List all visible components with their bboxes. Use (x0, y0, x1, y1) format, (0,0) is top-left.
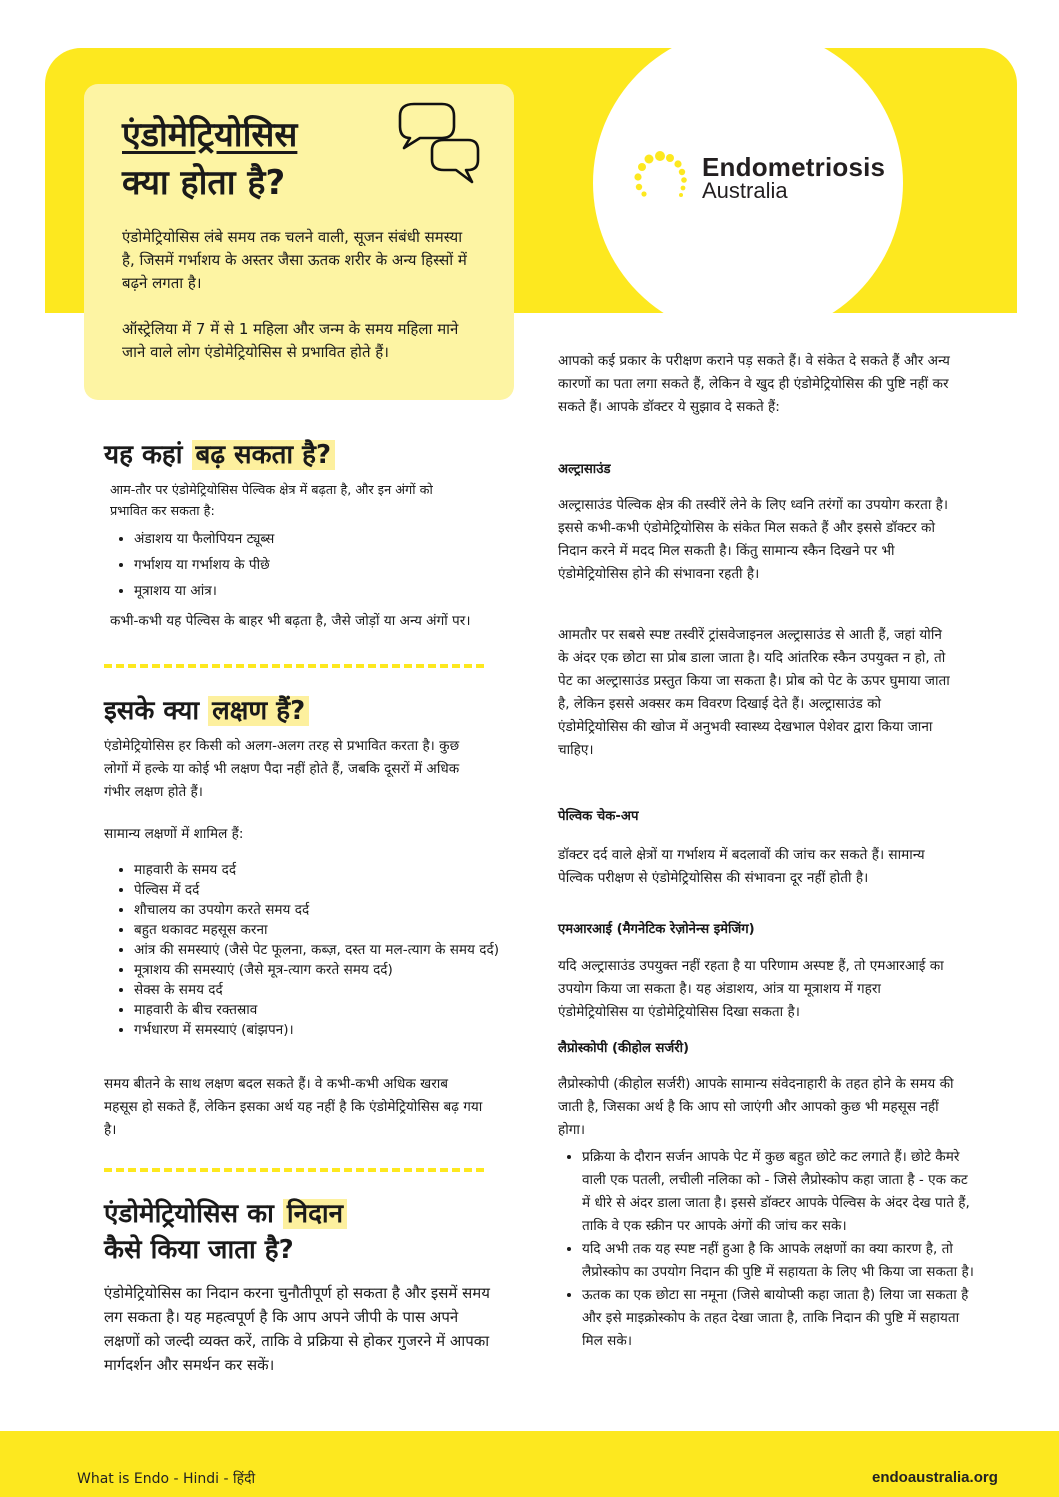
laparoscopy-paragraph: लैप्रोस्कोपी (कीहोल सर्जरी) आपके सामान्य संवेदनाहारी के तहत होने के समय की जाती है, जिसका अर्थ है कि आप सो जाएंगी और आपको कुछ भी महसूस नहीं होगा। (558, 1076, 954, 1138)
list-item: • आंत्र की समस्याएं (जैसे पेट फूलना, कब्ज़, दस्त या मल-त्याग के समय दर्द) (134, 940, 524, 960)
speech-bubbles-icon (392, 96, 484, 188)
ultrasound-paragraph-1: अल्ट्रासाउंड पेल्विक क्षेत्र की तस्वीरें लेने के लिए ध्वनि तरंगों का उपयोग करता है। इससे कभी-कभी एंडोमेट्रियोसिस के संकेत मिल सकते हैं और इससे डॉक्टर को निदान करने में मदद मिल सकती है। किंतु सामान्य स्कैन दिखने पर भी एंडोमेट्रियोसिस होने की संभावना रहती है। (558, 497, 949, 582)
laparoscopy-heading: लैप्रोस्कोपी (कीहोल सर्जरी) (558, 1041, 690, 1056)
pelvic-checkup-heading: पेल्विक चेक-अप (558, 809, 639, 824)
where-note: कभी-कभी यह पेल्विस के बाहर भी बढ़ता है, जैसे जोड़ों या अन्य अंगों पर। (110, 613, 471, 629)
list-item: • पेल्विस में दर्द (134, 880, 524, 900)
where-heading (104, 438, 335, 472)
diagnosis-heading (104, 1197, 347, 1231)
where-heading-highlight: बढ़ सकता है? (192, 440, 336, 470)
list-item: • माहवारी के बीच रक्तस्राव (134, 1000, 524, 1020)
list-item: • यदि अभी तक यह स्पष्ट नहीं हुआ है कि आपके लक्षणों का क्या कारण है, तो लैप्रोस्कोप का उपयोग निदान की पुष्टि में सहायता के लिए भी किया जा सकता है। (582, 1238, 980, 1284)
list-item: • प्रक्रिया के दौरान सर्जन आपके पेट में कुछ बहुत छोटे कट लगाते हैं। छोटे कैमरे वाली एक पतली, लचीली नलिका को - जिसे लैप्रोस्कोप कहा जाता है - एक कट में धीरे से अंदर डाला जाता है। इससे डॉक्टर आपके पेल्विस के अंदर देख पाते हैं, ताकि वे एक स्क्रीन पर आपके अंगों की जांच कर सके। (582, 1146, 980, 1238)
pelvic-checkup-paragraph: डॉक्टर दर्द वाले क्षेत्रों या गर्भाशय में बदलावों की जांच कर सकते हैं। सामान्य पेल्विक परीक्षण से एंडोमेट्रियोसिस की संभावना दूर नहीं होती है। (558, 847, 925, 886)
symptoms-heading-highlight: लक्षण हैं? (208, 696, 309, 726)
where-intro: आम-तौर पर एंडोमेट्रियोसिस पेल्विक क्षेत्र में बढ़ता है, और इन अंगों को प्रभावित कर सकता है: (110, 483, 433, 519)
list-item: • अंडाशय या फैलोपियन ट्यूब्स (134, 526, 494, 552)
list-item: • सेक्स के समय दर्द (134, 980, 524, 1000)
diagnosis-heading-highlight: निदान (283, 1199, 347, 1229)
logo-text-australia: Australia (702, 178, 788, 203)
endometriosis-australia-logo-icon (630, 148, 694, 200)
prevalence-paragraph: ऑस्ट्रेलिया में 7 में से 1 महिला और जन्म के समय महिला माने जाने वाले लोग एंडोमेट्रियोसिस से प्रभावित होते हैं। (122, 320, 459, 361)
diagnosis-heading-line2: कैसे किया जाता है? (104, 1235, 294, 1265)
list-item: • गर्भाशय या गर्भाशय के पीछे (134, 552, 494, 578)
ultrasound-paragraph-2: आमतौर पर सबसे स्पष्ट तस्वीरें ट्रांसवेजाइनल अल्ट्रासाउंड से आती हैं, जहां योनि के अंदर एक छोटा सा प्रोब डाला जाता है। यदि आंतरिक स्कैन उपयुक्त न हो, तो पेट का अल्ट्रासाउंड प्रस्तुत किया जा सकता है। प्रोब को पेट के ऊपर घुमाया जाता है, लेकिन इससे अक्सर कम विवरण दिखाई देते हैं। अल्ट्रासाउंड को एंडोमेट्रियोसिस की खोज में अनुभवी स्वास्थ्य देखभाल पेशेवर द्वारा किया जाना चाहिए। (558, 627, 950, 758)
where-heading-text: यह कहां (104, 440, 192, 470)
laparoscopy-list (560, 1146, 980, 1353)
footer-document-label: What is Endo - Hindi - हिंदी (77, 1471, 256, 1487)
diagnosis-body: एंडोमेट्रियोसिस का निदान करना चुनौतीपूर्ण हो सकता है और इसमें समय लग सकता है। यह महत्वपूर्ण है कि आप अपने जीपी के पास अपने लक्षणों को जल्दी व्यक्त करें, ताकि वे प्रक्रिया से होकर गुजरने में आपका मार्गदर्शन और समर्थन कर सकें। (104, 1284, 490, 1374)
logo-text-endometriosis: Endometriosis (702, 152, 886, 182)
divider (104, 664, 484, 668)
mri-paragraph: यदि अल्ट्रासाउंड उपयुक्त नहीं रहता है या परिणाम अस्पष्ट हैं, तो एमआरआई का उपयोग किया जा सकता है। यह अंडाशय, आंत्र या मूत्राशय में गहरा एंडोमेट्रियोसिस या एंडोमेट्रियोसिस दिखा सकता है। (558, 958, 944, 1020)
footer-website-link[interactable]: endoaustralia.org (872, 1469, 998, 1486)
symptoms-subheading: सामान्य लक्षणों में शामिल हैं: (104, 826, 244, 842)
where-list (108, 526, 494, 604)
symptoms-list (108, 860, 524, 1040)
tests-intro: आपको कई प्रकार के परीक्षण कराने पड़ सकते हैं। वे संकेत दे सकते हैं और अन्य कारणों का पता लगा सकते हैं, लेकिन वे खुद ही एंडोमेट्रियोसिस की पुष्टि नहीं कर सकते हैं। आपके डॉक्टर ये सुझाव दे सकते हैं: (558, 353, 950, 415)
list-item: • मूत्राशय की समस्याएं (जैसे मूत्र-त्याग करते समय दर्द) (134, 960, 524, 980)
divider (104, 1168, 484, 1172)
list-item: • माहवारी के समय दर्द (134, 860, 524, 880)
symptoms-heading (104, 694, 309, 728)
page-subtitle: क्या होता है? (122, 163, 286, 203)
mri-heading: एमआरआई (मैगनेटिक रेज़ोनेन्स इमेजिंग) (558, 922, 755, 937)
intro-paragraph: एंडोमेट्रियोसिस लंबे समय तक चलने वाली, सूजन संबंधी समस्या है, जिसमें गर्भाशय के अस्तर जैसा ऊतक शरीर के अन्य हिस्सों में बढ़ने लगता है। (122, 228, 467, 292)
list-item: • गर्भधारण में समस्याएं (बांझपन)। (134, 1020, 524, 1040)
symptoms-note: समय बीतने के साथ लक्षण बदल सकते हैं। वे कभी-कभी अधिक खराब महसूस हो सकते हैं, लेकिन इसका अर्थ यह नहीं है कि एंडोमेट्रियोसिस बढ़ गया है। (104, 1076, 483, 1138)
list-item: • बहुत थकावट महसूस करना (134, 920, 524, 940)
ultrasound-heading: अल्ट्रासाउंड (558, 462, 611, 477)
list-item: • मूत्राशय या आंत्र। (134, 578, 494, 604)
symptoms-intro: एंडोमेट्रियोसिस हर किसी को अलग-अलग तरह से प्रभावित करता है। कुछ लोगों में हल्के या कोई भी लक्षण पैदा नहीं होते हैं, जबकि दूसरों में अधिक गंभीर लक्षण होते हैं। (104, 738, 460, 800)
list-item: • शौचालय का उपयोग करते समय दर्द (134, 900, 524, 920)
diagnosis-heading-text: एंडोमेट्रियोसिस का (104, 1199, 283, 1229)
page-title: एंडोमेट्रियोसिस (122, 115, 298, 155)
symptoms-heading-text: इसके क्या (104, 696, 209, 726)
list-item: • ऊतक का एक छोटा सा नमूना (जिसे बायोप्सी कहा जाता है) लिया जा सकता है और इसे माइक्रोस्कोप के तहत देखा जाता है, ताकि निदान की पुष्टि में सहायता मिल सके। (582, 1284, 980, 1353)
